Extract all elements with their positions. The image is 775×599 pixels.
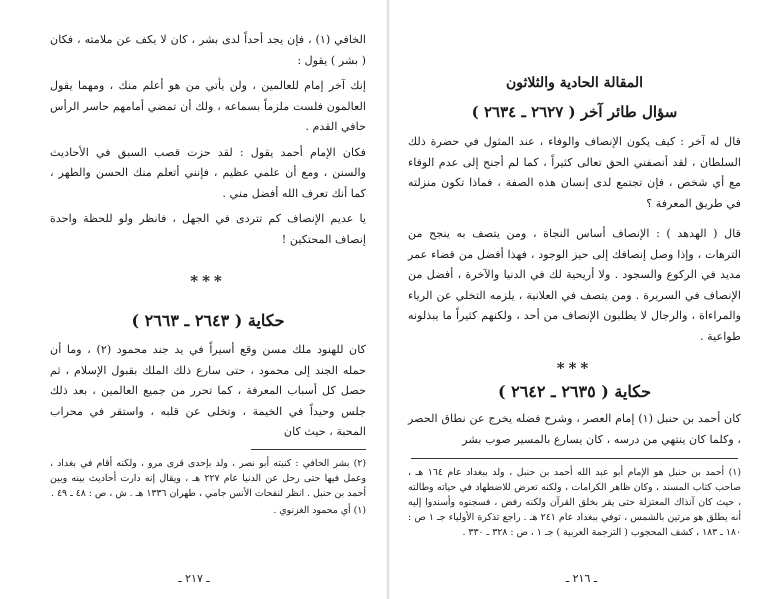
hekaya-title: حكاية ( ٢٦٤٣ ـ ٢٦٦٣ ) — [131, 311, 285, 330]
hekaya-paragraph: كان أحمد بن حنبل (١) إمام العصر ، وشرح فضله يخرج عن نطاق الحصر ، وكلما كان ينتهي من درسه ، كان يسارع بالمسير صوب بشر — [408, 412, 741, 446]
footnote-rule — [251, 449, 366, 450]
page-number: ـ ٢١٧ ـ — [178, 572, 210, 585]
section-divider-stars: *** — [556, 359, 593, 377]
left-paragraph: فكان الإمام أحمد يقول : لقد حزت قصب السبق في الأحاديث والسنن ، ومع أن علمي عظيم ، فإنني أتعلم منك الحسن والطهر ، كما أنك تعرف الله أفضل مني . — [50, 145, 366, 200]
footnote: (١) أي محمود الغزنوي . — [273, 504, 366, 516]
section-divider-stars: *** — [190, 272, 226, 290]
left-paragraph: الخافي (١) ، فإن يجد أحداً لدى بشر ، كان لا يكف عن ملامته ، فكان ( بشر ) يقول : — [50, 33, 366, 67]
page-number: ـ ٢١٦ ـ — [565, 572, 598, 585]
left-page-column — [50, 30, 366, 518]
footnote: (٢) بشر الحافي : كنيته أبو نصر ، ولد بإحدى قرى مرو ، ولكنه أقام في بغداد ، وعمل فيها حتى رحل عن الدنيا عام ٢٢٧ هـ ، ويقال إنه دارت أحاديث بينه وبين أحمد بن حنبل . انظر لنفحات الأنس جامي ، طهران ١٣٣٦ هـ . ش ، ص : ٤٨ ـ ٤٩ . — [50, 457, 366, 499]
chapter-title: المقالة الحادية والثلاثون — [505, 75, 644, 91]
right-page — [388, 0, 775, 599]
hekaya-paragraph: كان للهنود ملك مسن وقع أسيراً في يد جند محمود (٢) ، وما أن حمله الجند إلى محمود ، حتى سارع ذلك الملك بقبول الإسلام ، ثم حصل كل أسباب المعرفة ، كما تحرر من جميع العالمين ، بعد ذلك جلس وحيداً في الخيمة ، وتخلى عن قلبه ، واستقر في محراب المحبة ، حيث كان — [50, 343, 366, 438]
question-title: سؤال طائر آخر ( ٢٦٢٧ ـ ٢٦٣٤ ) — [471, 103, 678, 121]
right-paragraph: قال له آخر : كيف يكون الإنصاف والوفاء ، عند المثول في حضرة ذلك السلطان ، لقد أنصفني الحق تعالى كثيراً ، كما لم أجنح إلى عدم الوفاء مع أي شخص ، فإن تجتمع لدى إنسان هذه الصفة ، فماذا تكون منزلته في طريق المعرفة ؟ — [408, 135, 741, 210]
footnote-rule — [411, 458, 737, 459]
hekaya-title: حكاية ( ٢٦٣٥ ـ ٢٦٤٢ ) — [497, 382, 652, 401]
right-paragraph: قال ( الهدهد ) : الإنصاف أساس النجاة ، ومن يتصف به ينجح من الترهات ، وإذا وصل إنصافك إلى حيز الوجود ، فهذا أفضل من قضاء عمر مديد في الركوع والسجود . ولا أريحية لك في الدنيا والآخرة ، أفضل من الإنصاف في السريرة . ومن يتصف في العلانية ، يلزمه التخلي عن الرياء والمراءاة ، والرجال لا يطلبون الإنصاف من أحد ، ولكنهم كثيراً ما يبذلونه طواعية . — [408, 227, 741, 343]
right-page-column — [408, 72, 741, 540]
footnote: (١) أحمد بن حنبل هو الإمام أبو عبد الله أحمد بن حنبل ، ولد ببغداد عام ١٦٤ هـ ، صاحب كتاب المسند ، وكان ظاهر الكرامات ، ولكنه تعرض للاضطهاد في حياته وطالته ، حيث كان آنذاك المعتزلة حتى يقر بخلق القرآن ولكنه رفض ، فسجنوه وأسندوا إليه أنه يطلق هو مرتين بالشمس ، توفي ببغداد عام ٢٤١ هـ . راجع تذكرة الأولياء جـ ١ ص : ١٨٠ ـ ١٨٣ ، كشف المحجوب ( الترجمة العربية ) جـ ١ ، ص : ٣٢٨ ـ ٣٣٠ . — [408, 467, 742, 538]
left-paragraph: إنك آخر إمام للعالمين ، ولن يأتي من هو أعلم منك ، ومهما يقول العالمون فلست ملزماً بسماعه ، ولك أن تمضي أمامهم حاسر الرأس حافي القدم . — [50, 79, 366, 133]
left-paragraph: يا عديم الإنصاف كم تتردى في الجهل ، فانظر ولو للحظة واحدة إنصاف المحتكين ! — [50, 212, 366, 246]
